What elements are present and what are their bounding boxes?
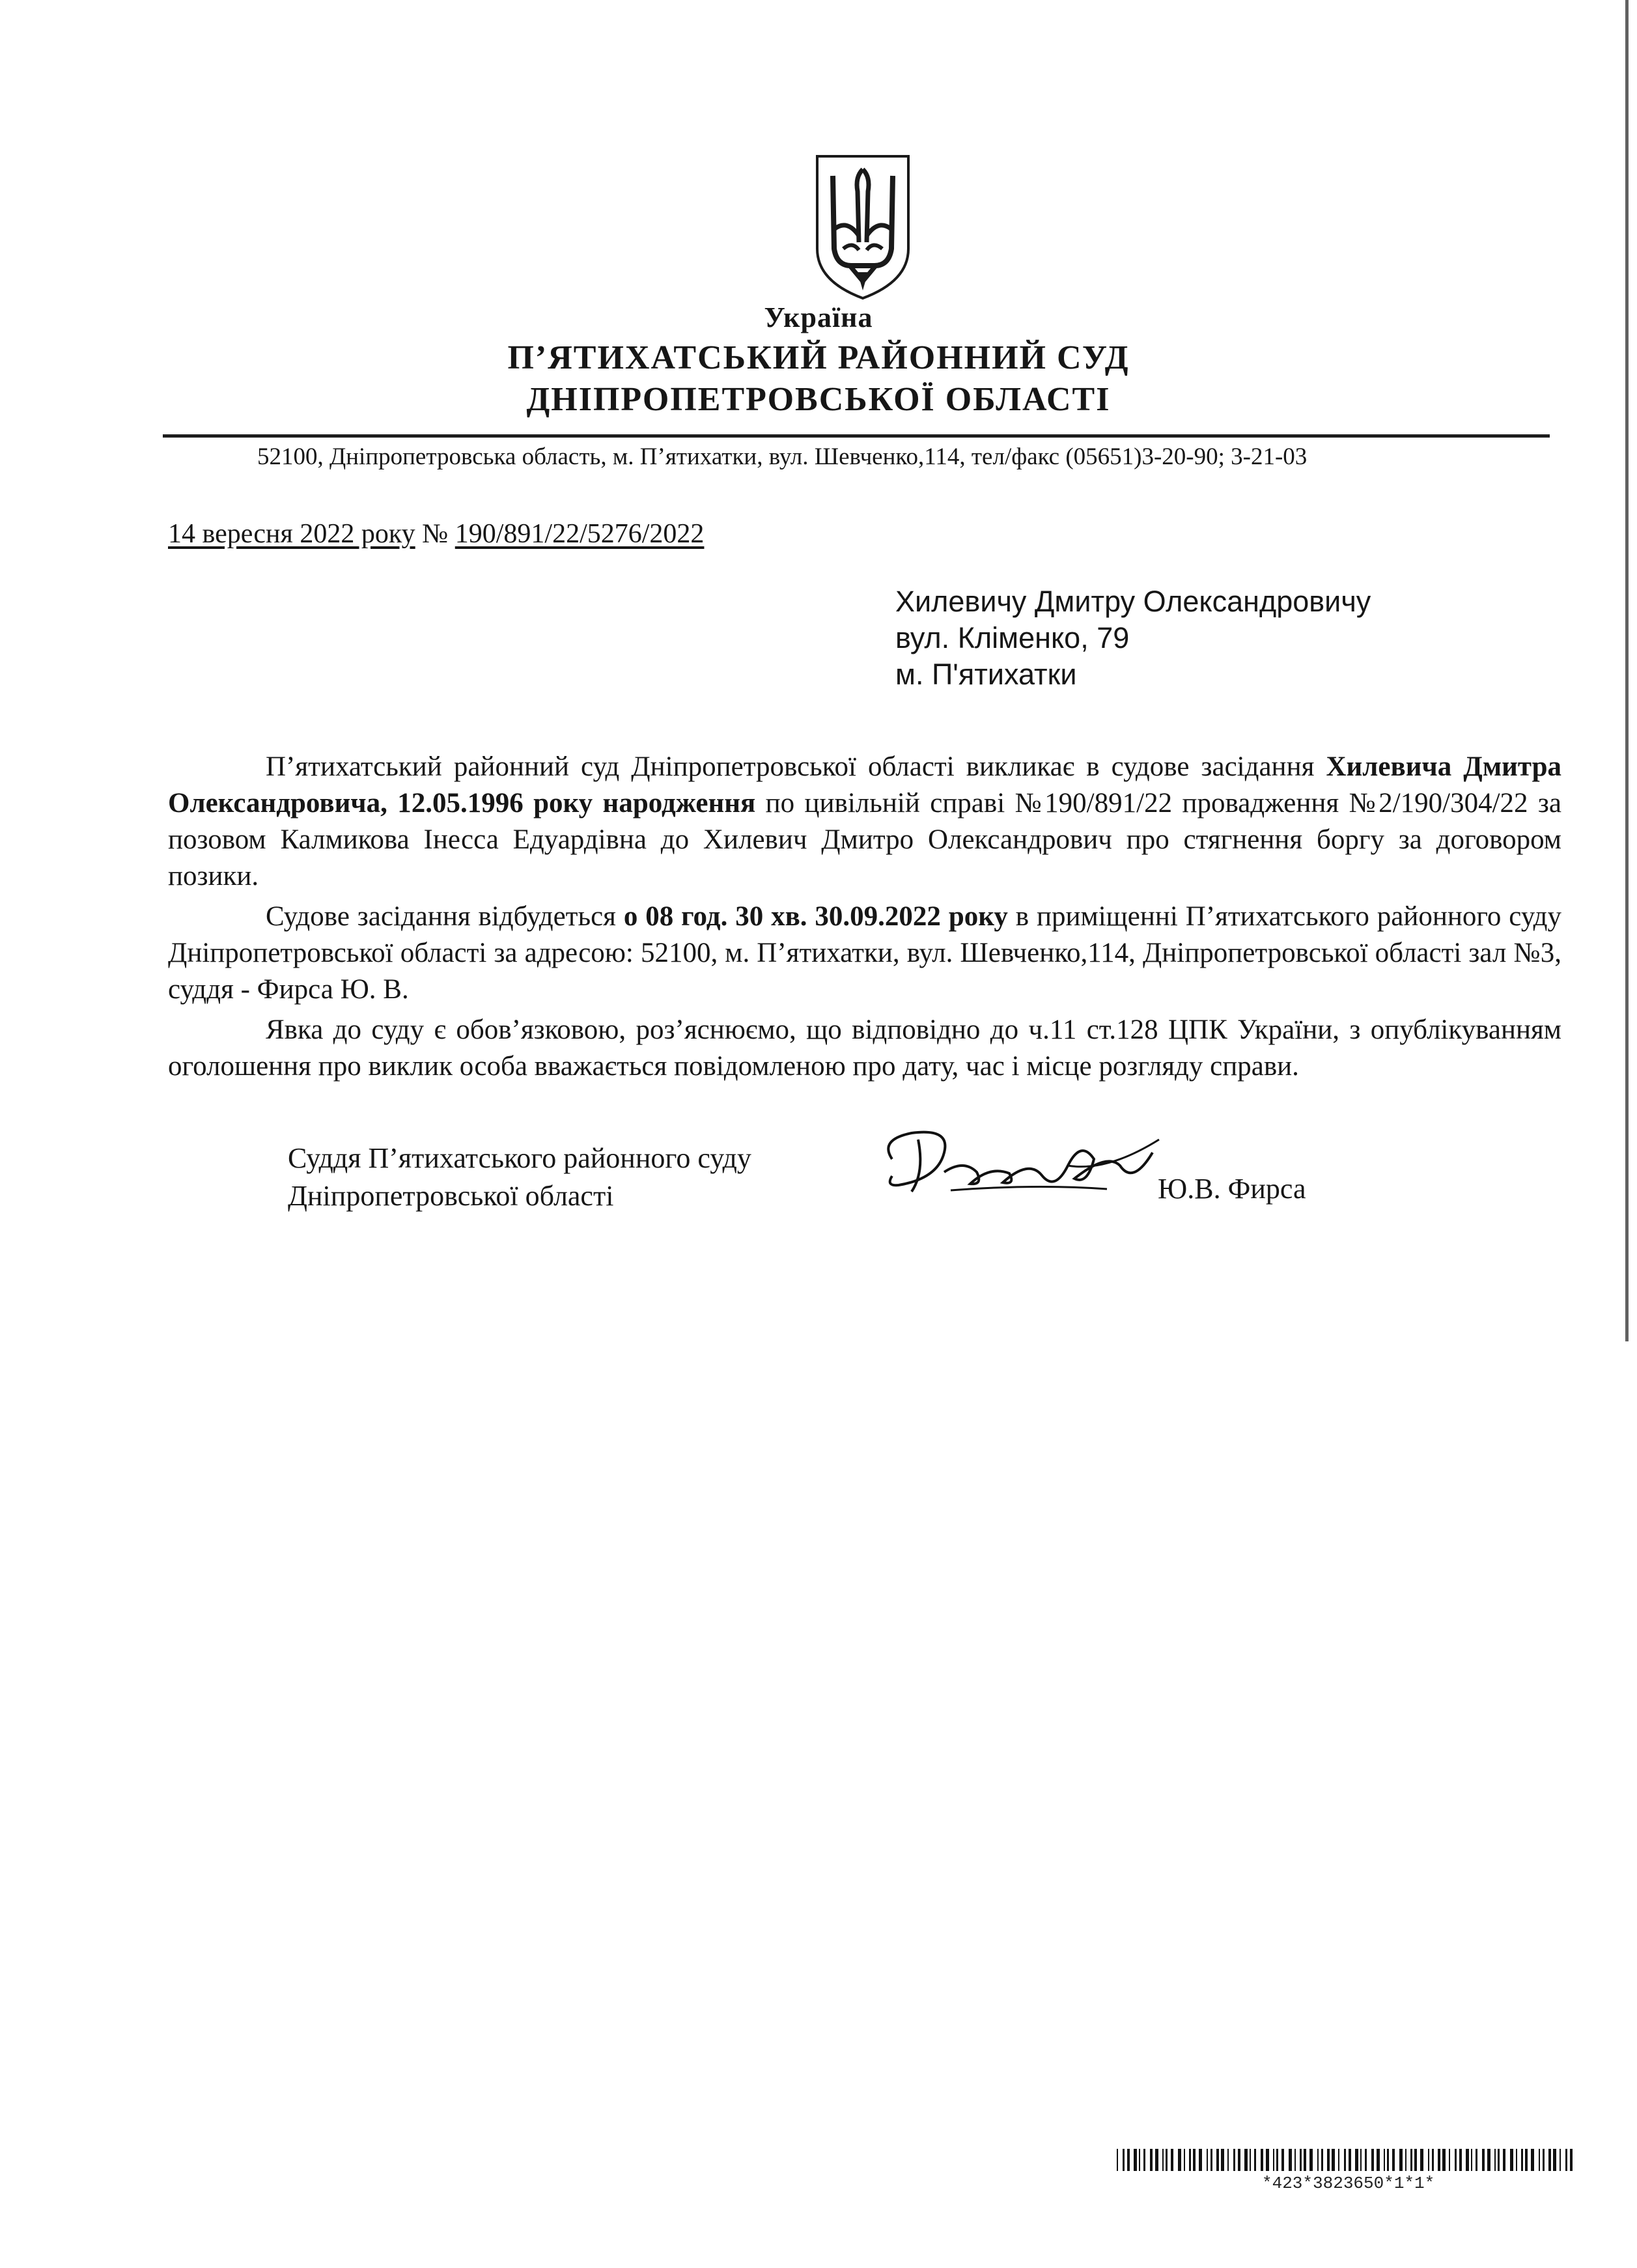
barcode-bar [1442,2149,1446,2171]
barcode-bar [1531,2149,1534,2171]
judge-title-line2: Дніпропетровської області [288,1180,614,1212]
barcode-bar [1482,2149,1485,2171]
summons-paragraph-2 [168,899,1561,1008]
barcode-bar [1459,2149,1462,2171]
barcode-bar [1276,2149,1278,2171]
barcode-bar [1304,2149,1306,2171]
barcode-bar [1387,2149,1389,2171]
barcode-bar [1521,2149,1523,2171]
judge-title-line1: Суддя П’ятихатського районного суду [288,1142,751,1174]
barcode-bar [1143,2149,1145,2171]
barcode-bar [1344,2149,1346,2171]
barcode-bar [1494,2149,1496,2171]
barcode-bar [1543,2149,1545,2171]
barcode-bar [1338,2149,1339,2171]
barcode-bar [1127,2149,1130,2171]
barcode-bar [1560,2149,1561,2171]
barcode-bar [1410,2149,1412,2171]
barcode-bar [1281,2149,1284,2171]
barcode-bar [1377,2149,1380,2171]
recipient-block [895,583,1371,693]
p2-text-a: Судове засідання відбудеться [266,901,624,932]
summons-paragraph-3: Явка до суду є обов’язковою, роз’яснюємо, що відповідно до ч.11 ст.128 ЦПК України, з опублікуванням оголошення про виклик особа вважається повідомленою про дату, час і місце розгляду справи. [168,1015,1561,1082]
barcode-bar [1405,2149,1406,2171]
barcode-bar [1171,2149,1173,2171]
barcode-bar [1565,2149,1567,2171]
recipient-name: Хилевичу Дмитру Олександровичу [895,585,1371,618]
barcode-bar [1570,2149,1573,2171]
barcode-bar [1139,2149,1140,2171]
summons-paragraph-1 [168,749,1561,895]
barcode-bar [1438,2149,1440,2171]
barcode-bar [1178,2149,1181,2171]
barcode-bar [1300,2149,1302,2171]
barcode-bar [1294,2149,1296,2171]
barcode-bar [1150,2149,1153,2171]
barcode-bar [1360,2149,1362,2171]
barcode-bar [1238,2149,1240,2171]
barcode-bar [1117,2149,1118,2171]
barcode-bar [1349,2149,1351,2171]
recipient-city: м. П'ятихатки [895,658,1077,691]
barcode-bar [1503,2149,1505,2171]
barcode-bar [1516,2149,1517,2171]
barcode-bar [1466,2149,1469,2171]
barcode-bar [1199,2149,1202,2171]
barcode-bar [1487,2149,1490,2171]
number-sign: № [422,519,449,549]
barcode-bar [1321,2149,1323,2171]
barcode-bar [1244,2149,1248,2171]
barcode-bar [1261,2149,1263,2171]
recipient-street: вул. Кліменко, 79 [895,621,1130,654]
barcode-bar [1420,2149,1423,2171]
barcode-bar [1123,2149,1125,2171]
barcode-bar [1414,2149,1417,2171]
barcode-bar [1210,2149,1212,2171]
barcode-bar [1221,2149,1224,2171]
outgoing-number: 190/891/22/5276/2022 [455,519,705,549]
barcode-bar [1553,2149,1556,2171]
barcode-bar [1250,2149,1251,2171]
barcode-bar [1498,2149,1500,2171]
barcode-bar [1471,2149,1472,2171]
barcode-bar [1166,2149,1168,2171]
barcode-bar [1189,2149,1191,2171]
trident-coat-of-arms-icon [811,151,915,302]
barcode-bar [1309,2149,1313,2171]
summons-body [168,749,1561,1089]
barcode-bar [1273,2149,1274,2171]
barcode-bar [1207,2149,1208,2171]
barcode-bar [1548,2149,1551,2171]
barcode-bar [1455,2149,1457,2171]
barcode-bar [1227,2149,1229,2171]
barcode-bar [1317,2149,1319,2171]
barcode-icon [1117,2149,1573,2171]
barcode-bar [1432,2149,1434,2171]
barcode-bar [1216,2149,1219,2171]
court-name-line2: ДНІПРОПЕТРОВСЬКОЇ ОБЛАСТІ [526,381,1111,418]
p1-defendant-bold: Хилевича Дмитра Олександровича, 12.05.1996 року народження [168,751,1561,819]
barcode-bar [1327,2149,1330,2171]
barcode-bar [1365,2149,1367,2171]
header-divider [163,434,1550,438]
barcode-bar [1184,2149,1185,2171]
p1-text-c: по цивільній справі №190/891/22 провадження №2/190/304/22 за позовом Калмикова Інесса Едуардівна до Хилевич Дмитро Олександрович про стягнення боргу за договором позики. [168,788,1561,891]
judge-name: Ю.В. Фирса [1158,1173,1306,1205]
court-name-line1: П’ЯТИХАТСЬКИЙ РАЙОННИЙ СУД [507,339,1130,376]
outgoing-date: 14 вересня 2022 року [168,519,415,549]
barcode-text: *423*3823650*1*1* [1262,2174,1435,2193]
judge-title-block [288,1140,751,1215]
barcode-bar [1332,2149,1335,2171]
barcode-bar [1399,2149,1403,2171]
scan-edge-line [1625,0,1629,1341]
p2-text-c: в приміщенні П’ятихатського районного суду Дніпропетровської області за адресою: 52100, м. П’ятихатки, вул. Шевченко,114, Дніпропетровської області зал №3, суддя - Фирса Ю. В. [168,901,1561,1005]
barcode-bar [1193,2149,1196,2171]
barcode-bar [1392,2149,1395,2171]
country-title: Україна [764,301,873,333]
barcode-bar [1384,2149,1385,2171]
barcode-bar [1449,2149,1450,2171]
barcode-bar [1162,2149,1164,2171]
barcode-bar [1525,2149,1528,2171]
barcode-bar [1355,2149,1358,2171]
barcode-bar [1476,2149,1477,2171]
barcode-bar [1155,2149,1158,2171]
barcode-bar [1266,2149,1269,2171]
barcode-bar [1510,2149,1513,2171]
court-address: 52100, Дніпропетровська область, м. П’ятихатки, вул. Шевченко,114, тел/факс (05651)3-20-90; 3-21-03 [257,443,1308,470]
handwritten-signature-icon [873,1113,1179,1211]
barcode-bar [1233,2149,1235,2171]
barcode-bar [1254,2149,1256,2171]
p1-text-a: П’ятихатський районний суд Дніпропетровської області викликає в судове засідання [266,751,1326,782]
barcode-bar [1289,2149,1292,2171]
barcode-bar [1428,2149,1429,2171]
barcode-bar [1539,2149,1540,2171]
outgoing-reference [168,518,704,550]
barcode-bar [1371,2149,1374,2171]
p2-hearing-time-bold: о 08 год. 30 хв. 30.09.2022 року [623,901,1008,932]
barcode-bar [1134,2149,1137,2171]
